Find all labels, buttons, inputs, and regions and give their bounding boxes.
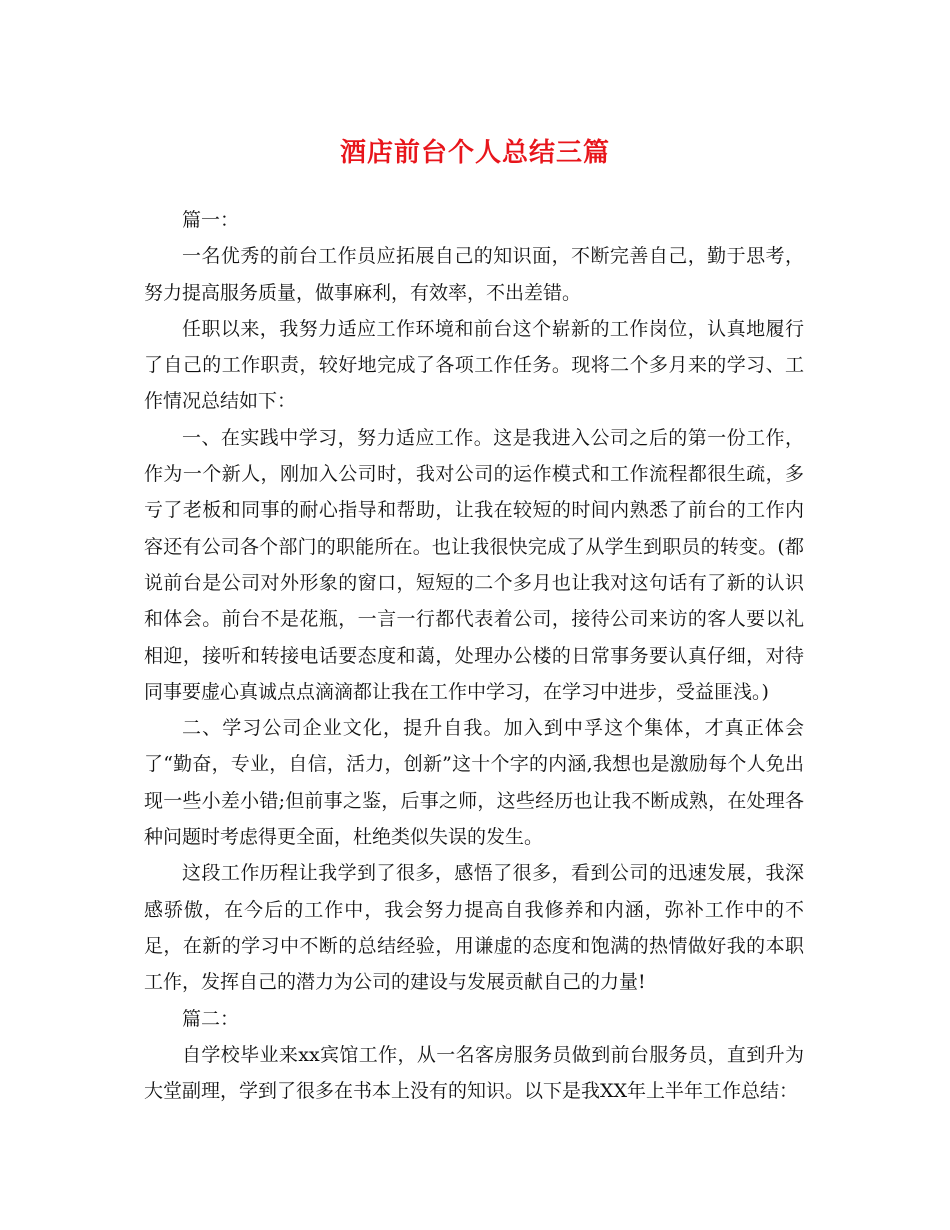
section-heading-2: 篇二： (182, 1007, 240, 1030)
document-title: 酒店前台个人总结三篇 (339, 138, 610, 168)
paragraph: 一名优秀的前台工作员应拓展自己的知识面，不断完善自己，勤于思考，努力提高服务质量，做事麻利，有效率，不出差错。 (144, 245, 804, 304)
document-body (144, 202, 804, 1109)
paragraph: 二、学习公司企业文化，提升自我。加入到中孚这个集体，才真正体会了“勤奋，专业，自信，活力，创新”这十个字的内涵,我想也是激励每个人免出现一些小差小错;但前事之鉴，后事之师，这些经历也让我不断成熟，在处理各种问题时考虑得更全面，杜绝类似失误的发生。 (144, 717, 804, 849)
paragraph: 任职以来，我努力适应工作环境和前台这个崭新的工作岗位，认真地履行了自己的工作职责，较好地完成了各项工作任务。现将二个多月来的学习、工作情况总结如下： (144, 317, 804, 413)
paragraph: 自学校毕业来xx宾馆工作，从一名客房服务员做到前台服务员，直到升为大堂副理，学到了很多在书本上没有的知识。以下是我XX年上半年工作总结： (144, 1043, 804, 1103)
paragraph: 一、在实践中学习，努力适应工作。这是我进入公司之后的第一份工作，作为一个新人，刚加入公司时，我对公司的运作模式和工作流程都很生疏，多亏了老板和同事的耐心指导和帮助，让我在较短的时间内熟悉了前台的工作内容还有公司各个部门的职能所在。也让我很快完成了从学生到职员的转变。(都说前台是公司对外形象的窗口，短短的二个多月也让我对这句话有了新的认识和体会。前台不是花瓶，一言一行都代表着公司，接待公司来访的客人要以礼相迎，接听和转接电话要态度和蔼，处理办公楼的日常事务要认真仔细，对待同事要虚心真诚点点滴滴都让我在工作中学习，在学习中进步，受益匪浅。) (144, 426, 804, 703)
paragraph: 这段工作历程让我学到了很多，感悟了很多，看到公司的迅速发展，我深感骄傲，在今后的工作中，我会努力提高自我修养和内涵，弥补工作中的不足，在新的学习中不断的总结经验，用谦虚的态度和饱满的热情做好我的本职工作，发挥自己的潜力为公司的建设与发展贡献自己的力量! (144, 862, 804, 994)
section-heading-1: 篇一： (182, 209, 240, 231)
